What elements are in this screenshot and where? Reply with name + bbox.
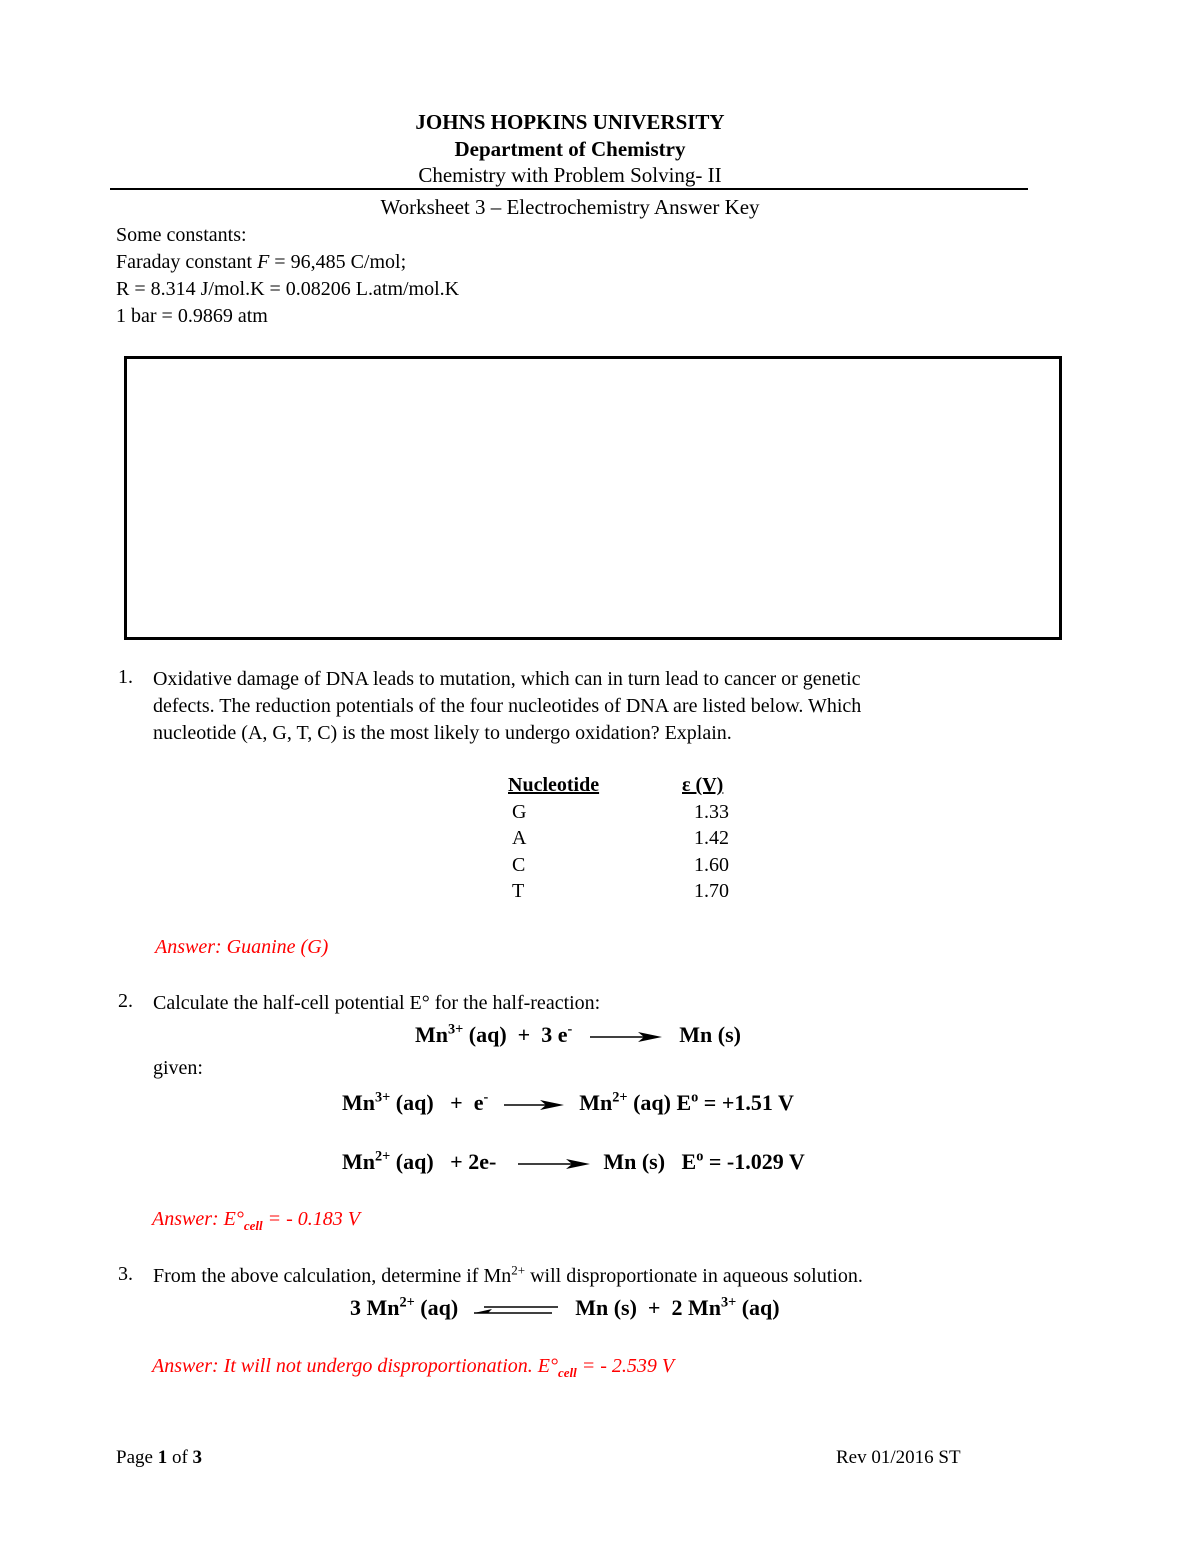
answer-value: = - 2.539 V [576,1355,675,1377]
q2-reaction-2 [342,1149,805,1175]
charge: - [567,1021,573,1038]
potential-value: = -1.029 V [703,1149,805,1174]
constants-intro: Some constants: [116,224,247,246]
reactant: Mn [342,1149,375,1174]
charge: 2+ [612,1089,628,1106]
revision-label: Rev 01/2016 ST [836,1447,961,1468]
nucleotide-cell: T [512,880,525,903]
answer-label: Answer: E° [152,1208,244,1230]
gas-constant: R = 8.314 J/mol.K = 0.08206 L.atm/mol.K [116,278,460,300]
standard-symbol: o [691,1089,699,1106]
table-row [508,799,729,826]
faraday-label: Faraday constant [116,251,258,273]
q3-number: 3. [118,1263,133,1285]
nucleotide-cell: C [512,853,526,876]
header-divider [110,188,1028,190]
empty-answer-box [124,356,1062,640]
potential-cell: 1.70 [694,880,729,903]
worksheet-title: Worksheet 3 – Electrochemistry Answer Key [380,195,760,219]
table-row [508,878,729,905]
q1-text [153,666,861,747]
q3-text-prefix: From the above calculation, determine if Mn [153,1265,512,1287]
faraday-value: = 96,485 C/mol; [269,251,407,273]
bar-conversion: 1 bar = 0.9869 atm [116,305,268,327]
reactant-state: (aq) + e [390,1090,484,1115]
faraday-symbol: F [257,251,270,273]
q3-reaction [350,1295,780,1321]
nucleotide-table [508,772,729,905]
faraday-constant [116,249,459,276]
page-current: 1 [157,1447,168,1468]
page-of: of [167,1447,193,1468]
q1-number: 1. [118,666,133,688]
potential-value: = +1.51 V [698,1090,794,1115]
nucleotide-header: Nucleotide [508,774,600,797]
reactant: Mn [342,1090,375,1115]
table-row [508,825,729,852]
nucleotide-cell: A [512,827,527,850]
reaction-arrow-icon [516,1157,592,1171]
answer-label: Answer: It will not undergo disproportionation. E° [152,1355,558,1377]
reactant: Mn [415,1022,448,1047]
q3-text-suffix: will disproportionate in aqueous solution. [525,1265,863,1287]
reaction-arrow-icon [588,1030,664,1044]
potential-cell: 1.42 [694,827,729,850]
reactant-state: (aq) + 3 e [463,1022,568,1047]
product: Mn (s) [679,1022,741,1047]
university-name: JOHNS HOPKINS UNIVERSITY [415,110,725,134]
product-state: (aq) [736,1295,780,1320]
potential-header: ε (V) [682,774,724,797]
q2-answer [152,1208,360,1231]
answer-subscript: cell [557,1365,577,1380]
q1-line1: Oxidative damage of DNA leads to mutation, which can in turn lead to cancer or genetic [153,668,861,690]
charge: 2+ [375,1148,391,1165]
table-row [508,852,729,879]
page-label: Page [116,1447,158,1468]
product: Mn [579,1090,613,1115]
q2-reaction-1 [342,1090,794,1116]
reactant-state: (aq) + 2e- [390,1149,497,1174]
charge: 2+ [399,1294,415,1311]
department-name: Department of Chemistry [454,137,686,161]
page-number [116,1447,202,1469]
standard-symbol: o [696,1148,704,1165]
potential-cell: 1.60 [694,853,729,876]
reaction-arrow-icon [502,1098,566,1112]
q3-answer [152,1355,674,1378]
given-label: given: [153,1057,203,1079]
answer-subscript: cell [243,1218,263,1233]
table-header-row [508,772,729,799]
nucleotide-cell: G [512,800,527,823]
equilibrium-arrow-icon [472,1301,562,1319]
charge: 3+ [448,1021,464,1038]
q1-answer: Answer: Guanine (G) [155,936,329,958]
potential-cell: 1.33 [694,800,729,823]
reactant: 3 Mn [350,1295,400,1320]
q2-main-reaction [415,1022,741,1048]
page-total: 3 [192,1447,203,1468]
product: Mn (s) + 2 Mn [575,1295,721,1320]
q2-text: Calculate the half-cell potential E° for the half-reaction: [153,992,601,1014]
q1-line3: nucleotide (A, G, T, C) is the most likely to undergo oxidation? Explain. [153,722,732,744]
q3-text [153,1263,863,1290]
q2-number: 2. [118,990,133,1012]
charge: 2+ [511,1262,526,1278]
answer-value: = - 0.183 V [262,1208,361,1230]
q1-line2: defects. The reduction potentials of the four nucleotides of DNA are listed below. Which [153,695,862,717]
reactant-state: (aq) [414,1295,459,1320]
product-state: (aq) E [627,1090,692,1115]
product: Mn (s) E [603,1149,697,1174]
charge: 3+ [375,1089,391,1106]
course-name: Chemistry with Problem Solving- II [418,163,722,187]
charge: - [483,1089,489,1106]
charge: 3+ [720,1294,737,1311]
constants-block [116,222,459,330]
